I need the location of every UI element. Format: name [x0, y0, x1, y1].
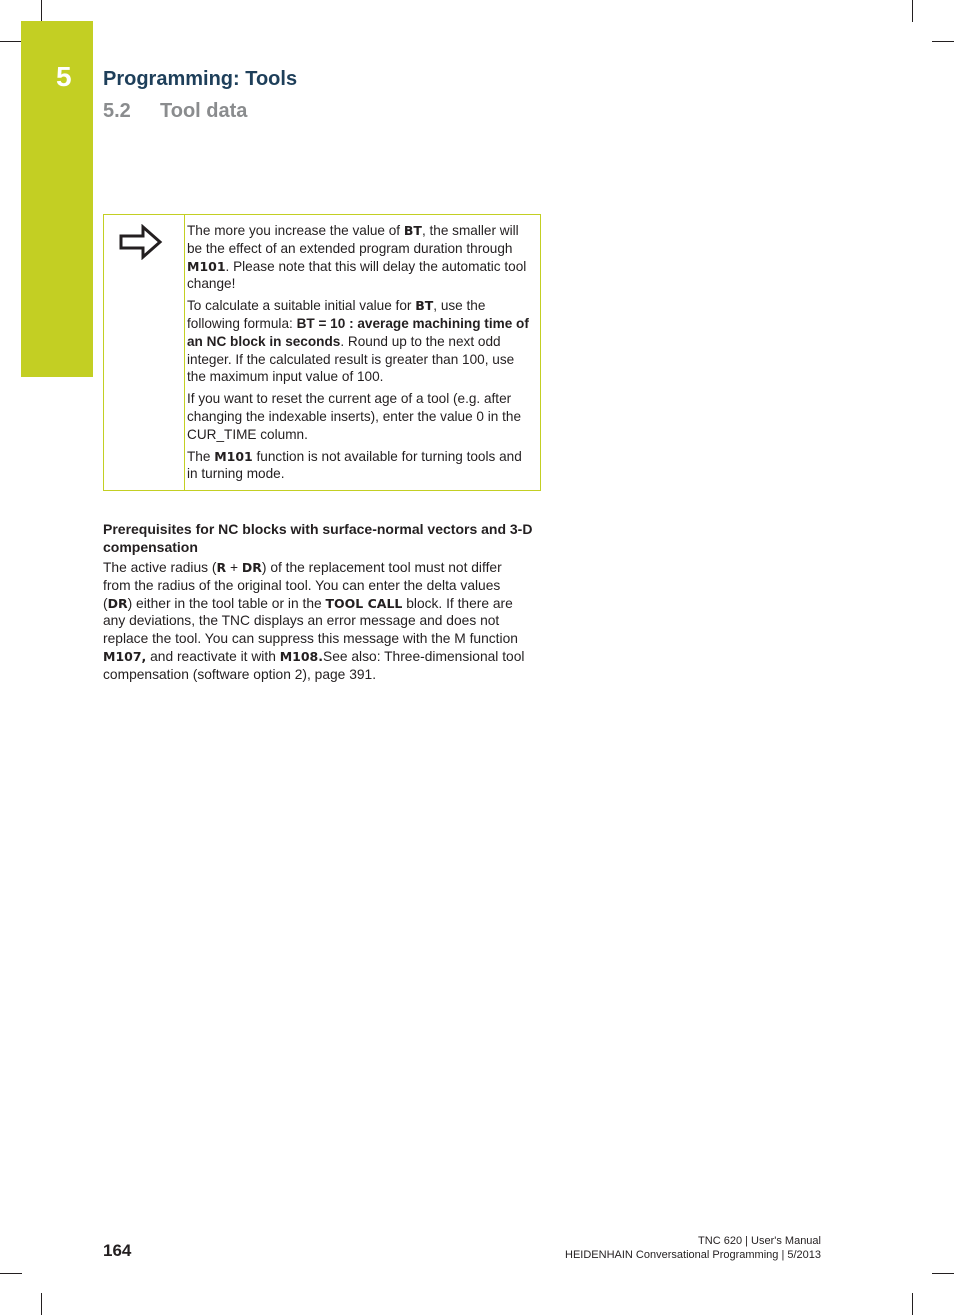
section-number: 5.2 [103, 100, 131, 122]
note-paragraph: To calculate a suitable initial value for BT, use the following formula: BT = 10 : average machining time of an NC block in seconds. Round up to the next odd integer. If the calculated result is greater than 100, use the maximum input value of 100. [187, 298, 529, 385]
code-m108: M108. [279, 648, 323, 664]
code-dr: DR [107, 595, 128, 611]
cross-reference: See also: Three-dimensional tool compensation (software option 2), page 391. [103, 648, 525, 682]
code-dr: DR [241, 560, 262, 575]
crop-mark [0, 41, 22, 42]
code-m107: M107, [103, 648, 147, 664]
code-bt: BT [415, 298, 434, 314]
code-r: R [216, 560, 227, 575]
code-bt: BT [403, 223, 422, 238]
subheading: Prerequisites for NC blocks with surface-normal vectors and 3-D compensation [103, 521, 533, 555]
crop-mark [41, 0, 42, 22]
arrow-right-icon [119, 224, 163, 260]
note-paragraph: The more you increase the value of BT, the smaller will be the effect of an extended program duration through M101. Please note that this will delay the automatic tool change! [187, 223, 527, 292]
chapter-number: 5 [56, 61, 72, 92]
code-m101: M101 [214, 448, 253, 464]
footer [565, 1234, 821, 1262]
crop-mark [932, 1273, 954, 1274]
page-number: 164 [103, 1241, 132, 1260]
footer-line: HEIDENHAIN Conversational Programming | 5/2013 [565, 1249, 821, 1261]
body-paragraph: The active radius (R + DR) of the replacement tool must not differ from the radius of the original tool. You can enter the delta values (DR) either in the tool table or in the TOOL CALL block. If there are any deviations, the TNC displays an error message and does not replace the tool. You can suppress this message with the M function M107, and reactivate it with M108.See also: Three-dimensional tool compensation (software option 2), page 391. [103, 560, 525, 682]
crop-mark [932, 41, 954, 42]
section-heading [103, 98, 247, 124]
code-m101: M101 [187, 258, 226, 274]
note-paragraph: If you want to reset the current age of a tool (e.g. after changing the indexable inserts), enter the value 0 in the CUR_TIME column. [187, 391, 522, 442]
code-tool-call: TOOL CALL [325, 595, 403, 611]
formula: BT = 10 : average machining time of an NC block in seconds [187, 315, 529, 349]
note-divider [184, 214, 185, 491]
section-title: Tool data [160, 100, 248, 122]
note-paragraph: The M101 function is not available for turning tools and in turning mode. [187, 448, 522, 482]
footer-line: TNC 620 | User's Manual [698, 1235, 821, 1247]
crop-mark [41, 1293, 42, 1315]
chapter-title: Programming: Tools [103, 68, 298, 90]
crop-mark [912, 0, 913, 22]
crop-mark [912, 1293, 913, 1315]
note-text [187, 222, 532, 487]
crop-mark [0, 1273, 22, 1274]
